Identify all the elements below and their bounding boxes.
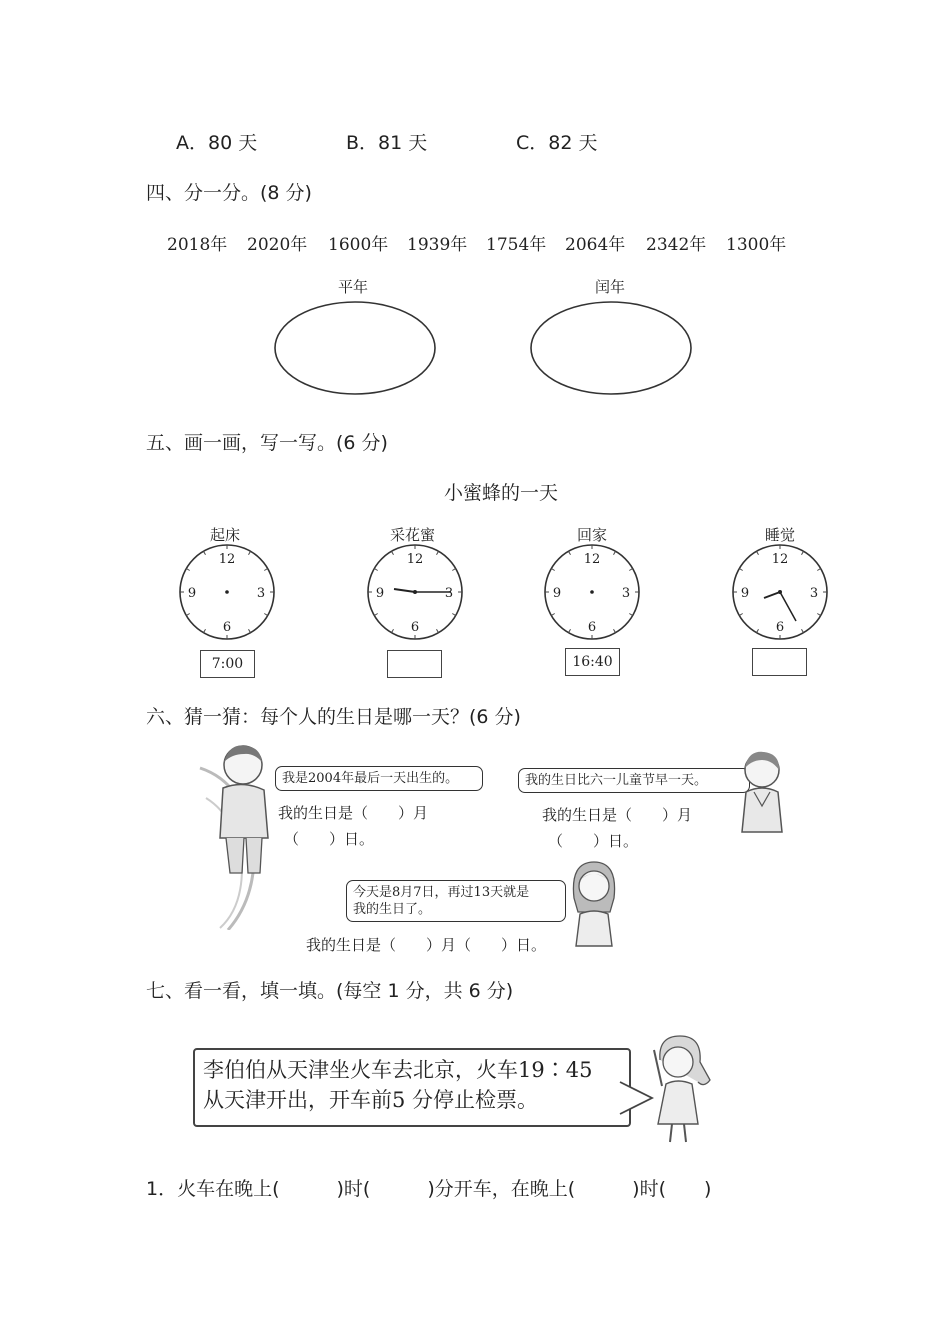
girl-speech-bubble xyxy=(346,880,566,922)
clock-number: 9 xyxy=(740,586,750,601)
year-item: 1300年 xyxy=(726,235,787,255)
girl-speech-line2: 我的生日了。 xyxy=(353,902,432,917)
boy1-answer-line2: （ ）日。 xyxy=(284,830,375,848)
common-year-oval[interactable] xyxy=(275,302,435,394)
boy1-speech-bubble: 我是2004年最后一天出生的。 xyxy=(275,766,483,791)
option-b: B．81 天 xyxy=(346,132,428,154)
year-item: 1939年 xyxy=(407,235,468,255)
year-item: 2020年 xyxy=(247,235,308,255)
year-item: 1754年 xyxy=(486,235,547,255)
clock-number: 9 xyxy=(187,586,197,601)
train-speech-line1: 李伯伯从天津坐火车去北京，火车19∶45 xyxy=(203,1058,593,1082)
label-common-year: 平年 xyxy=(338,278,369,296)
clock-label: 采花蜜 xyxy=(390,526,436,544)
option-c: C．82 天 xyxy=(516,132,598,154)
clock-face xyxy=(176,544,280,648)
clock-number: 6 xyxy=(410,620,420,635)
time-box: 16:40 xyxy=(565,648,620,676)
clock-number: 6 xyxy=(587,620,597,635)
clock-sleep xyxy=(729,522,833,682)
section4-title: 四、分一分。(8 分) xyxy=(146,182,312,204)
clock-wake-up xyxy=(176,522,280,682)
clock-face xyxy=(541,544,645,648)
section7-title: 七、看一看，填一填。(每空 1 分，共 6 分) xyxy=(146,980,514,1002)
clock-label: 睡觉 xyxy=(765,526,796,544)
clock-go-home xyxy=(541,522,645,682)
clock-number: 12 xyxy=(218,552,236,567)
sorting-ovals xyxy=(270,296,700,400)
girl-speech-line1: 今天是8月7日，再过13天就是 xyxy=(353,885,530,900)
boy2-answer-line2: （ ）日。 xyxy=(548,832,639,850)
clock-number: 3 xyxy=(809,586,819,601)
clock-number: 3 xyxy=(621,586,631,601)
clock-number: 6 xyxy=(775,620,785,635)
year-list xyxy=(0,230,950,254)
clock-face xyxy=(364,544,468,648)
clock-number: 3 xyxy=(256,586,266,601)
clock-label: 回家 xyxy=(577,526,608,544)
leap-year-oval[interactable] xyxy=(531,302,691,394)
girl-illustration xyxy=(566,858,622,954)
label-leap-year: 闰年 xyxy=(595,278,626,296)
year-item: 2018年 xyxy=(167,235,228,255)
girl-answer: 我的生日是（ ）月（ ）日。 xyxy=(306,936,547,954)
clock-label: 起床 xyxy=(210,526,241,544)
clock-number: 12 xyxy=(771,552,789,567)
clock-number: 3 xyxy=(444,586,454,601)
clock-number: 9 xyxy=(552,586,562,601)
train-speech-box xyxy=(193,1048,631,1127)
time-box-empty[interactable] xyxy=(752,648,807,676)
boy2-speech-bubble: 我的生日比六一儿童节早一天。 xyxy=(518,768,750,793)
train-speech-line2: 从天津开出，开车前5 分停止检票。 xyxy=(203,1088,539,1112)
time-box: 7:00 xyxy=(200,650,255,678)
section6-title: 六、猜一猜：每个人的生日是哪一天？(6 分) xyxy=(146,706,521,728)
option-a: A．80 天 xyxy=(176,132,258,154)
pointing-girl-illustration xyxy=(618,1030,716,1150)
clock-collect-nectar xyxy=(364,522,468,682)
boy2-answer-line1: 我的生日是（ ）月 xyxy=(542,806,693,824)
boy-illustration xyxy=(198,738,273,930)
clock-number: 9 xyxy=(375,586,385,601)
section5-title: 五、画一画，写一写。(6 分) xyxy=(146,432,388,454)
time-box-empty[interactable] xyxy=(387,650,442,678)
section5-subtitle: 小蜜蜂的一天 xyxy=(444,482,559,504)
year-item: 2342年 xyxy=(646,235,707,255)
clock-number: 12 xyxy=(583,552,601,567)
boy2-illustration xyxy=(736,748,786,834)
boy1-answer-line1: 我的生日是（ ）月 xyxy=(278,804,429,822)
clock-number: 6 xyxy=(222,620,232,635)
clock-number: 12 xyxy=(406,552,424,567)
year-item: 2064年 xyxy=(565,235,626,255)
year-item: 1600年 xyxy=(328,235,389,255)
clock-face xyxy=(729,544,833,648)
question-7-1: 1．火车在晚上( )时( )分开车，在晚上( )时( ) xyxy=(146,1178,712,1200)
